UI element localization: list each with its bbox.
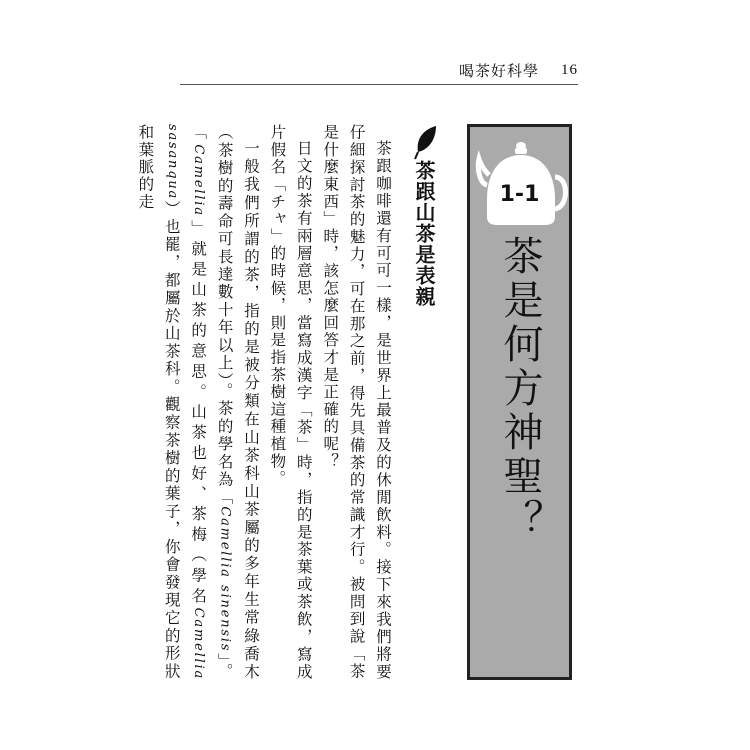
genus-name: Camellia [191,144,207,217]
p3-text-e: 」就是山茶的意思。山茶也好、茶梅（學名 [189,216,208,608]
page-number: 16 [561,62,578,78]
chapter-banner [467,124,572,680]
running-header [459,60,578,81]
paragraph-1: 茶跟咖啡還有可可一樣，是世界上最普及的休閒飲料。接下來我們將要仔細探討茶的魅力，可在那之前，得先具備茶的常識才行。被問到說「茶是什麼東西」時，該怎麼回答才是正確的呢？ [321,124,392,680]
book-title: 喝茶好科學 [458,62,539,80]
chapter-number: 1-1 [499,182,540,207]
paragraph-3 [132,124,264,680]
p3-text-a: 一般我們所謂的茶，指的是被分類在山茶科山茶屬的多年生常綠喬木（茶樹的壽命可長達數十年以上）。茶的學名為「 [215,124,260,680]
scientific-name-sasanqua: Camellia sasanqua [164,124,207,680]
section-title: 茶跟山茶是表親 [412,160,436,307]
paragraph-2: 日文的茶有兩層意思，當寫成漢字「茶」時，指的是茶葉或茶飲，寫成片假名「チャ」的時候，則是指茶樹這種植物。 [268,124,313,680]
chapter-title: 茶是何方神聖？ [497,235,543,543]
header-rule [180,84,578,85]
body-text [136,124,396,680]
leaf-icon [414,124,440,160]
p3-text-c: 」。「 [189,124,234,680]
p3-text-g: ）也罷，都屬於山茶科。觀察茶樹的葉子，你會發現它的形狀和葉脈的走 [136,124,181,680]
scientific-name-tea: Camellia sinensis [217,506,233,653]
